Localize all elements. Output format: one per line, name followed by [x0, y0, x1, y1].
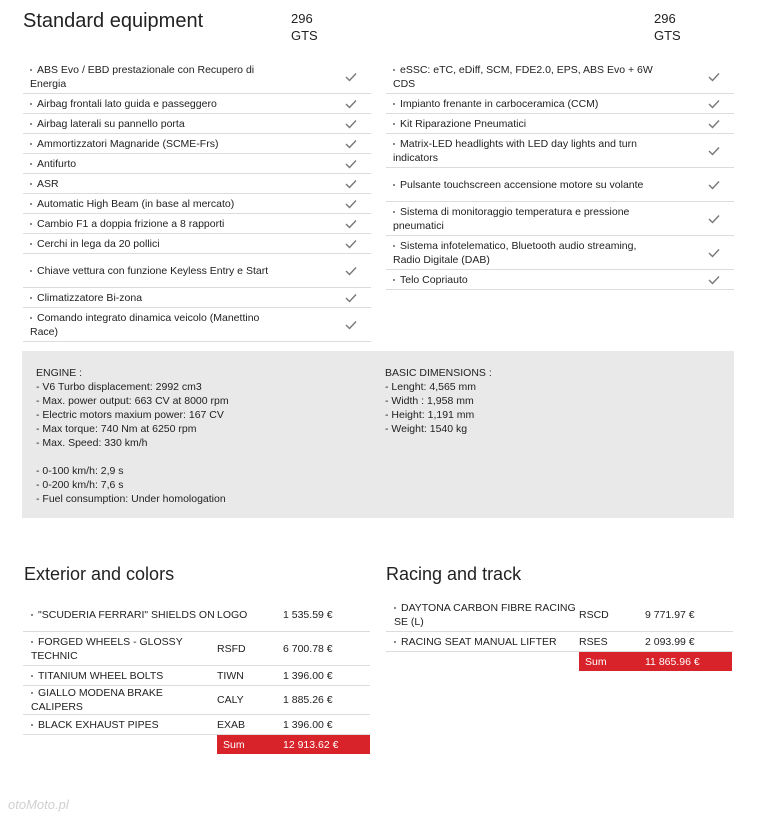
checkmark-icon	[331, 266, 371, 276]
feature-row	[23, 94, 371, 114]
features-left-list	[23, 60, 371, 342]
feature-label: ABS Evo / EBD prestazionale con Recupero di Energia	[30, 63, 255, 90]
feature-row	[386, 168, 734, 202]
feature-label: Telo Copriauto	[393, 273, 653, 287]
option-code: CALY	[217, 694, 244, 706]
checkmark-icon	[331, 219, 371, 229]
performance-line: - 0-100 km/h: 2,9 s	[36, 465, 124, 477]
dimension-line: - Width : 1,958 mm	[385, 395, 474, 407]
feature-label: Matrix-LED headlights with LED day lights and turn indicators	[393, 137, 637, 164]
feature-label: eSSC: eTC, eDiff, SCM, FDE2.0, EPS, ABS Evo + 6W CDS	[393, 63, 653, 90]
feature-row	[23, 254, 371, 288]
dimension-line: - Lenght: 4,565 mm	[385, 381, 477, 393]
option-name: DAYTONA CARBON FIBRE RACING SE (L)	[394, 601, 576, 628]
option-name: "SCUDERIA FERRARI" SHIELDS ON	[23, 608, 217, 622]
checkmark-icon	[331, 293, 371, 303]
dimensions-heading: BASIC DIMENSIONS :	[385, 367, 492, 379]
checkmark-icon	[694, 99, 734, 109]
feature-row	[23, 308, 371, 342]
feature-row	[386, 114, 734, 134]
feature-label: Airbag frontali lato guida e passeggero	[30, 97, 290, 111]
sum-label: Sum	[217, 735, 283, 754]
feature-row	[386, 134, 734, 168]
checkmark-icon	[331, 72, 371, 82]
feature-row	[23, 194, 371, 214]
option-price: 1 535.59 €	[283, 608, 333, 621]
technical-specs-box	[22, 351, 734, 518]
engine-line: - Max torque: 740 Nm at 6250 rpm	[36, 423, 197, 435]
page-title: Standard equipment	[23, 10, 204, 32]
feature-label: Automatic High Beam (in base al mercato)	[30, 197, 290, 211]
feature-label: Pulsante touchscreen accensione motore su volante	[393, 178, 653, 192]
option-code: LOGO	[217, 608, 248, 621]
feature-label: Cerchi in lega da 20 pollici	[30, 237, 290, 251]
feature-label: Climatizzatore Bi-zona	[30, 291, 290, 305]
checkmark-icon	[331, 199, 371, 209]
feature-row	[23, 234, 371, 254]
feature-row	[386, 270, 734, 290]
option-code: RSES	[579, 635, 608, 648]
option-row	[386, 598, 733, 632]
option-price: 6 700.78 €	[283, 642, 333, 655]
sum-value: 12 913.62 €	[283, 735, 370, 754]
features-right-list	[386, 60, 734, 290]
option-name: GIALLO MODENA BRAKE CALIPERS	[31, 687, 163, 713]
sum-row	[23, 735, 370, 754]
option-name: FORGED WHEELS - GLOSSY TECHNIC	[31, 635, 183, 662]
option-code: RSFD	[217, 642, 246, 655]
feature-row	[23, 154, 371, 174]
option-row	[23, 715, 370, 735]
engine-line: - Max. power output: 663 CV at 8000 rpm	[36, 395, 229, 407]
feature-row	[23, 134, 371, 154]
option-row	[23, 632, 370, 666]
performance-line: - 0-200 km/h: 7,6 s	[36, 479, 124, 491]
checkmark-icon	[694, 72, 734, 82]
feature-label: Airbag laterali su pannello porta	[30, 117, 290, 131]
dimension-specs	[385, 366, 492, 436]
feature-row	[23, 114, 371, 134]
sum-value: 11 865.96 €	[645, 652, 732, 671]
feature-label: ASR	[30, 177, 290, 191]
option-code: RSCD	[579, 608, 609, 621]
sum-row	[386, 652, 733, 671]
exterior-options-table	[23, 598, 370, 754]
option-price: 9 771.97 €	[645, 608, 695, 621]
racing-section-title: Racing and track	[386, 564, 522, 584]
checkmark-icon	[331, 320, 371, 330]
racing-options-table	[386, 598, 733, 671]
model-label-left: 296 GTS	[291, 11, 318, 43]
option-row	[23, 666, 370, 686]
engine-specs	[36, 366, 229, 506]
engine-line: - Electric motors maxium power: 167 CV	[36, 409, 224, 421]
option-price: 1 396.00 €	[283, 669, 333, 682]
model-label-right: 296 GTS	[654, 11, 681, 43]
feature-label: Antifurto	[30, 157, 290, 171]
option-code: TIWN	[217, 669, 244, 682]
feature-row	[386, 202, 734, 236]
feature-row	[386, 94, 734, 114]
feature-row	[23, 214, 371, 234]
feature-label: Kit Riparazione Pneumatici	[393, 117, 653, 131]
feature-row	[386, 236, 734, 270]
feature-row	[23, 60, 371, 94]
watermark: otoMoto.pl	[8, 797, 69, 812]
dimension-line: - Weight: 1540 kg	[385, 423, 468, 435]
engine-line: - V6 Turbo displacement: 2992 cm3	[36, 381, 202, 393]
option-code: EXAB	[217, 718, 246, 731]
checkmark-icon	[331, 159, 371, 169]
performance-line: - Fuel consumption: Under homologation	[36, 493, 226, 505]
dimension-line: - Height: 1,191 mm	[385, 409, 475, 421]
feature-label: Impianto frenante in carboceramica (CCM)	[393, 97, 653, 111]
feature-row	[386, 60, 734, 94]
exterior-section-title: Exterior and colors	[24, 564, 175, 584]
checkmark-icon	[694, 119, 734, 129]
checkmark-icon	[331, 99, 371, 109]
checkmark-icon	[694, 214, 734, 224]
option-row	[23, 686, 370, 715]
checkmark-icon	[331, 179, 371, 189]
checkmark-icon	[331, 139, 371, 149]
checkmark-icon	[331, 239, 371, 249]
option-name: TITANIUM WHEEL BOLTS	[23, 669, 217, 683]
option-name: BLACK EXHAUST PIPES	[23, 718, 217, 732]
feature-label: Sistema di monitoraggio temperatura e pressione pneumatici	[393, 205, 630, 232]
feature-label: Sistema infotelematico, Bluetooth audio streaming, Radio Digitale (DAB)	[393, 239, 637, 266]
sum-label: Sum	[579, 652, 645, 671]
option-name: RACING SEAT MANUAL LIFTER	[386, 635, 579, 649]
feature-label: Chiave vettura con funzione Keyless Entry e Start	[30, 264, 290, 278]
option-price: 1 885.26 €	[283, 694, 333, 706]
checkmark-icon	[331, 119, 371, 129]
checkmark-icon	[694, 180, 734, 190]
feature-row	[23, 288, 371, 308]
feature-label: Ammortizzatori Magnaride (SCME-Frs)	[30, 137, 290, 151]
checkmark-icon	[694, 248, 734, 258]
engine-line: - Max. Speed: 330 km/h	[36, 437, 148, 449]
option-row	[386, 632, 733, 652]
checkmark-icon	[694, 275, 734, 285]
option-row	[23, 598, 370, 632]
option-price: 2 093.99 €	[645, 635, 695, 648]
option-price: 1 396.00 €	[283, 718, 333, 731]
feature-label: Cambio F1 a doppia frizione a 8 rapporti	[30, 217, 290, 231]
checkmark-icon	[694, 146, 734, 156]
feature-label: Comando integrato dinamica veicolo (Manettino Race)	[30, 311, 260, 338]
engine-heading: ENGINE :	[36, 367, 83, 379]
feature-row	[23, 174, 371, 194]
